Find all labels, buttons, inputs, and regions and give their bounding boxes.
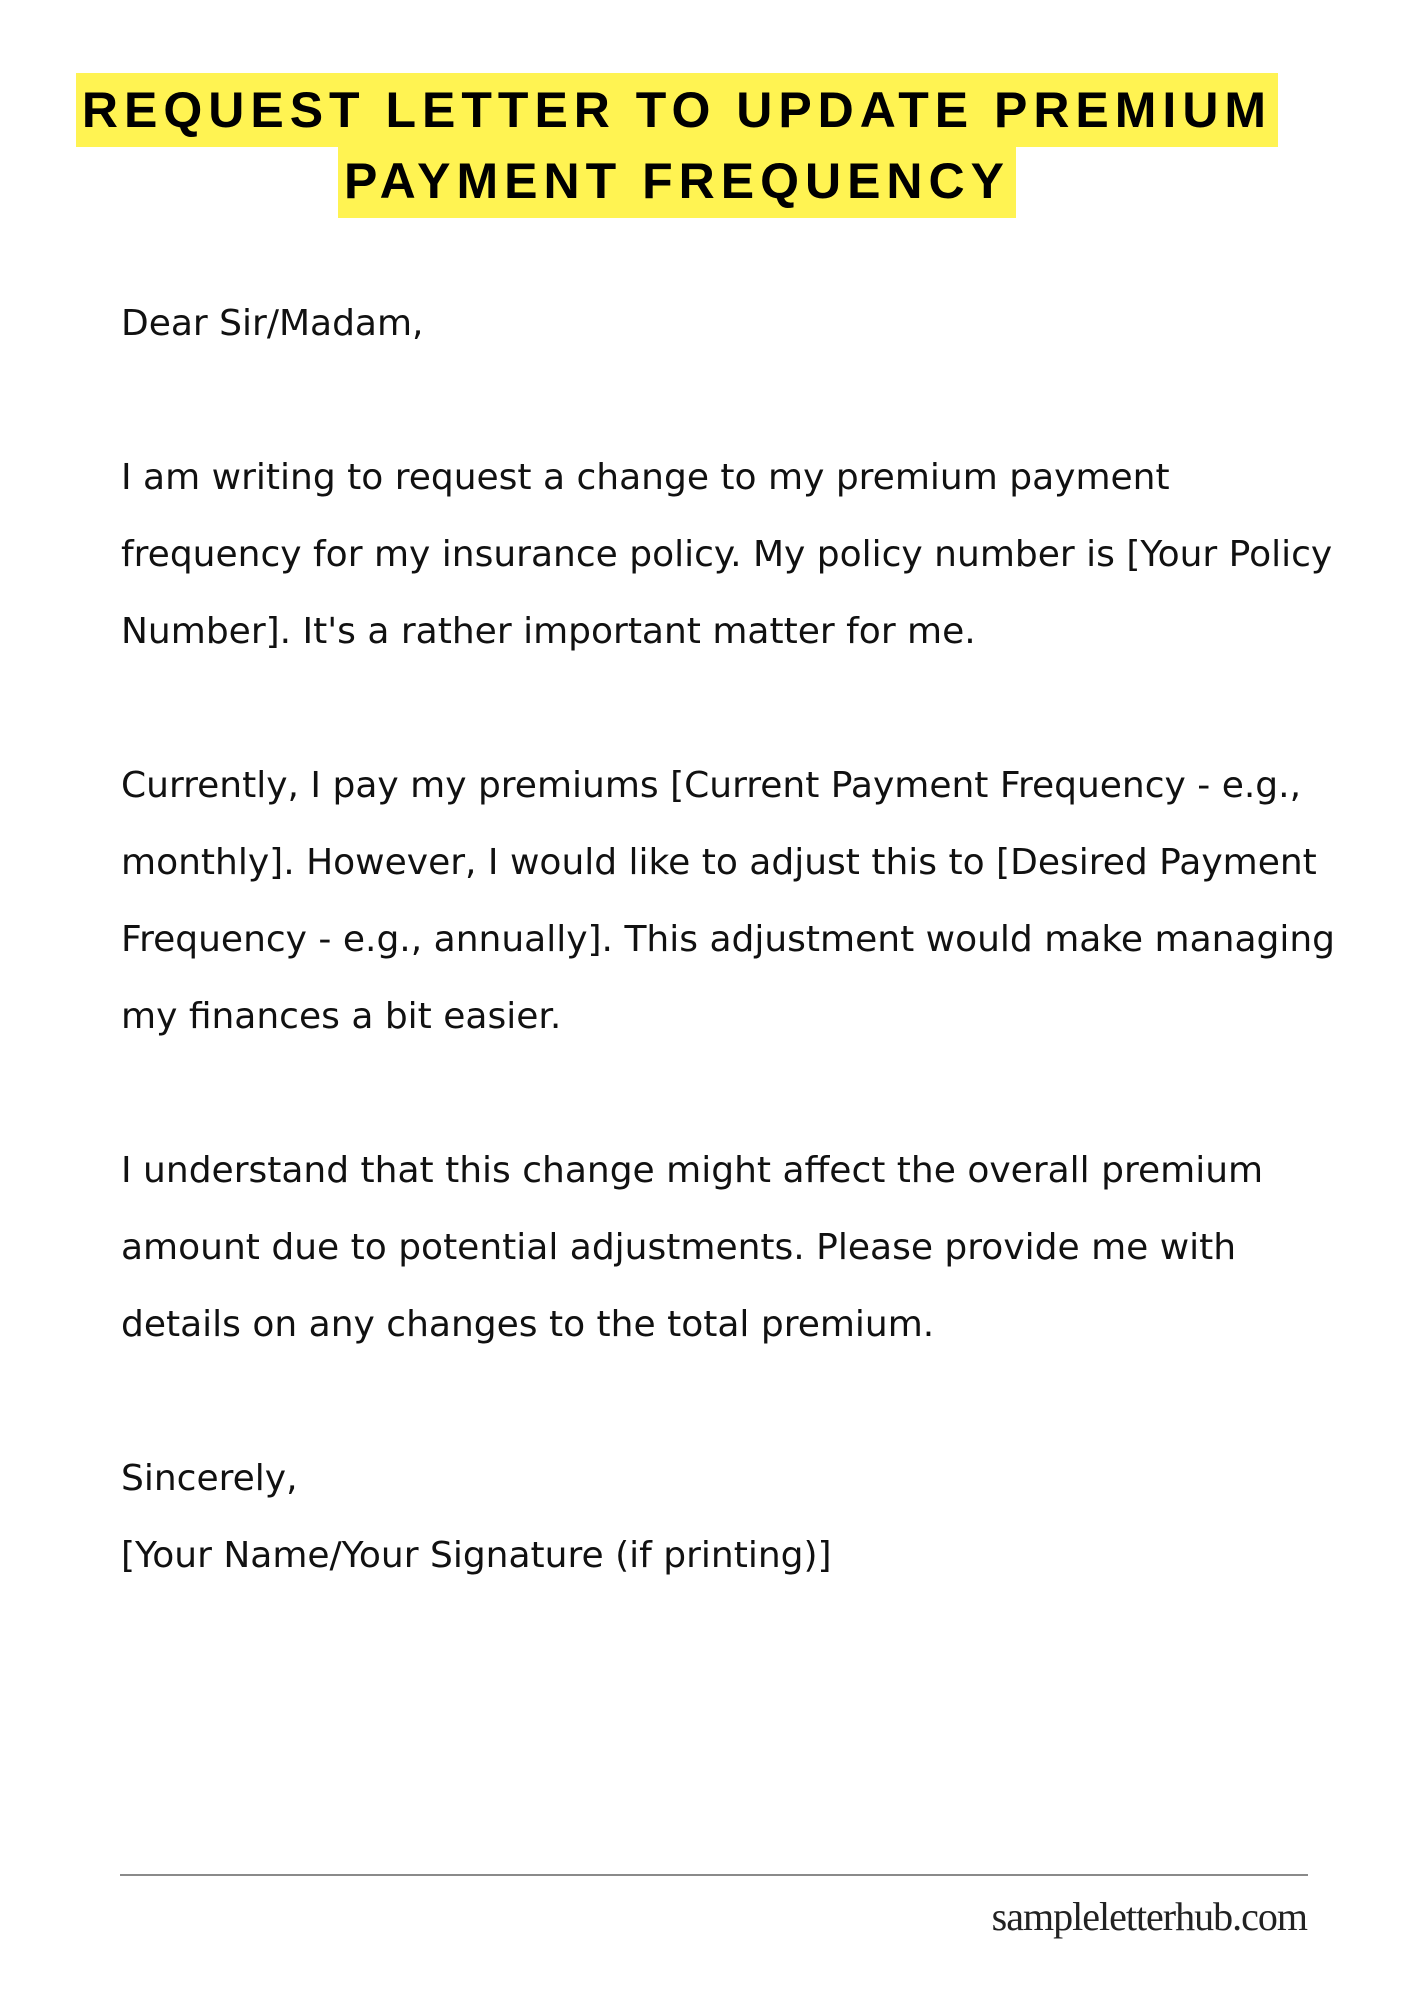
title-line-2-highlight: [292, 144, 1062, 220]
footer-website: sampleletterhub.com: [991, 1894, 1307, 1939]
paragraph-3: I understand that this change might affect the overall premium amount due to potential adjustments. Please provide me with details on any changes to the total premium.: [121, 1150, 1264, 1345]
paragraph-2: Currently, I pay my premiums [Current Payment Frequency - e.g., monthly]. However, I would like to adjust this to [Desired Payment Frequency - e.g., annually]. This adjustment would make managing my finances a bit easier.: [121, 765, 1336, 1037]
paragraph-gap: [121, 1363, 1361, 1440]
closing: Sincerely,: [121, 1458, 298, 1499]
paragraph-gap: [121, 670, 1361, 747]
title-line-2: PAYMENT FREQUENCY: [338, 144, 1016, 218]
paragraph-gap: [121, 362, 1361, 439]
paragraph-gap: [121, 1055, 1361, 1132]
footer-divider: [120, 1874, 1308, 1876]
salutation: Dear Sir/Madam,: [121, 303, 424, 344]
signature-placeholder: [Your Name/Your Signature (if printing)]: [121, 1535, 832, 1576]
letter-body: [121, 285, 1361, 1594]
title-line-1-highlight: [5, 73, 1349, 145]
paragraph-1: I am writing to request a change to my premium payment frequency for my insurance policy. My policy number is [Your Policy Number]. It's a rather important matter for me.: [121, 457, 1333, 652]
title-line-1: REQUEST LETTER TO UPDATE PREMIUM: [76, 73, 1278, 147]
